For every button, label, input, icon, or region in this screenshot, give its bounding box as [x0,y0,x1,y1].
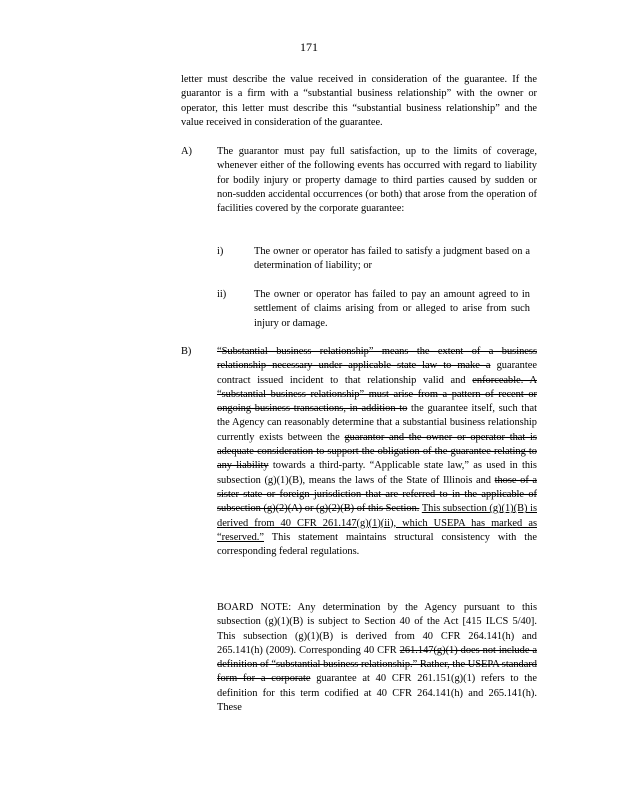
inserted-text: This subsection (g)(1)(B) is derived from 40 CFR 261.147(g)(1)(ii), which USEPA has marked as “reserved.” [217,503,537,543]
board-note [217,601,537,715]
deleted-text: 261.147(g)(1) does not include a definition of “substantial business relationship.” Rather, the USEPA standard form for a corporate [217,644,537,685]
deleted-text: guarantor and the owner or operator that is adequate consideration to support the obligation of the guarantee relating to any liability [217,431,537,472]
retained-text: guarantee contract issued incident to that relationship valid and [217,360,537,386]
deleted-text: those of a sister state or foreign jurisdiction that are referred to in the applicable of subsection (g)(2)(A) or (g)(2)(B) of this Section. [217,474,537,515]
item-a-i-label: i) [217,246,224,257]
retained-text: This statement maintains structural consistency with the corresponding federal regulations. [217,531,537,558]
page-number: 171 [300,40,318,54]
item-b-label: B) [181,346,192,357]
item-a-label: A) [181,146,192,157]
item-b-text [217,345,537,559]
item-a-i-text: The owner or operator has failed to satisfy a judgment based on a determination of liability; or [254,246,530,272]
intro-paragraph: letter must describe the value received in consideration of the guarantee. If the guarantor is a firm with a “substantial business relationship” with the owner or operator, this letter must describe this “substantial business relationship” and the value received in consideration of the guarantee. [181,74,537,128]
retained-text: the guarantee itself, such that the Agency can reasonably determine that a substantial business relationship currently exists between the [217,403,537,443]
item-a-ii-label: ii) [217,289,227,300]
deleted-text: “Substantial business relationship” means the extent of a business relationship necessary under applicable state law to make a [217,346,537,372]
deleted-text: enforceable. A “substantial business relationship” must arise from a pattern of recent or ongoing business transactions, in addition to [217,374,537,415]
retained-text: guarantee at 40 CFR 261.151(g)(1) refers to the definition for this term codified at 40 CFR 264.141(h) and 265.141(h). These [217,673,537,714]
retained-text: towards a third-party. “Applicable state law,” as used in this subsection (g)(1)(B), means the laws of the State of Illinois and [217,460,537,486]
retained-text: BOARD NOTE: Any determination by the Agency pursuant to this subsection (g)(1)(B) is subject to Section 40 of the Act [415 ILCS 5/40]. This subsection (g)(1)(B) is derived from 40 CFR 264.141(h) and 265.141(h) (2009). Corresponding 40 CFR [217,602,537,656]
item-a-ii-text: The owner or operator has failed to pay an amount agreed to in settlement of claims arising from or alleged to arise from such injury or damage. [254,289,530,329]
item-a-text: The guarantor must pay full satisfaction, up to the limits of coverage, whenever either of the following events has occurred with regard to liability for bodily injury or property damage to third parties caused by sudden or non-sudden accidental occurrences (or both) that arose from the operation of facilities covered by the corporate guarantee: [217,146,537,215]
